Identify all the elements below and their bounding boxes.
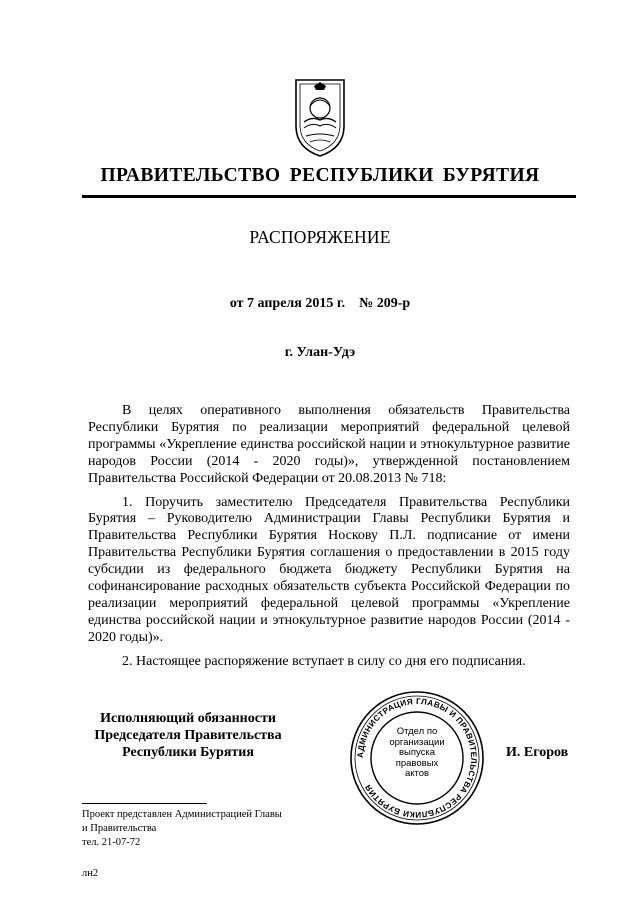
stamp-line: Отдел по xyxy=(396,726,438,737)
stamp-line: выпуска xyxy=(398,747,436,758)
stamp-line: правовых xyxy=(395,757,439,769)
preamble-paragraph: В целях оперативного выполнения обязательств Правительства Республики Бурятия по реализации мероприятий федеральной целевой программы «Укрепление единства российской нации и этнокультурное развитие народов России (2014 - 2020 годы)», утвержденной постановлением Правительства Российской Федерации от 20.08.2013 № 718: xyxy=(88,403,570,486)
footer-rule xyxy=(82,803,207,804)
footer-phone: тел. 21-07-72 xyxy=(82,837,141,848)
position-line: Исполняющий обязанности xyxy=(100,711,276,726)
stamp-line: актов xyxy=(404,768,430,779)
footer-note xyxy=(82,808,402,850)
signatory-position xyxy=(82,710,294,761)
stamp-ring-text: АДМИНИСТРАЦИЯ ГЛАВЫ И ПРАВИТЕЛЬСТВА РЕСПУБЛИКИ БУРЯТИЯ xyxy=(355,696,479,820)
item-1-paragraph: 1. Поручить заместителю Председателя Правительства Республики Бурятия – Руководителю Администрации Главы Республики Бурятия и Правительства Республики Бурятия Носкову П.Л. подписание от имени Правительства Республики Бурятия соглашения о предоставлении в 2015 году субсидии из федерального бюджета бюджету Республики Бурятия на софинансирование расходных обязательств субъекта Российской Федерации по реализации мероприятий федеральной целевой программы «Укрепление единства российской нации и этнокультурное развитие народов России (2014 - 2020 годы)». xyxy=(88,494,570,645)
item-2-paragraph: 2. Настоящее распоряжение вступает в силу со дня его подписания. xyxy=(122,653,526,669)
document-body xyxy=(88,403,570,678)
government-title: ПРАВИТЕЛЬСТВО РЕСПУБЛИКИ БУРЯТИЯ xyxy=(100,165,540,186)
document-number: № 209-р xyxy=(359,296,411,311)
date-number-line xyxy=(0,296,640,312)
signatory-name: И. Егоров xyxy=(506,745,569,760)
position-line: Председателя Правительства xyxy=(94,728,282,743)
footer-line: и Правительства xyxy=(82,823,157,834)
header-rule xyxy=(82,195,576,198)
document-code: лн2 xyxy=(82,868,99,879)
document-type: РАСПОРЯЖЕНИЕ xyxy=(249,227,391,247)
document-date: от 7 апреля 2015 г. xyxy=(229,296,346,311)
city: г. Улан-Удэ xyxy=(284,345,356,360)
coat-of-arms-icon xyxy=(292,76,348,158)
position-line: Республики Бурятия xyxy=(122,745,254,760)
footer-line: Проект представлен Администрацией Главы xyxy=(82,809,282,820)
stamp-center-text xyxy=(382,727,452,780)
stamp-line: организации xyxy=(389,736,445,748)
